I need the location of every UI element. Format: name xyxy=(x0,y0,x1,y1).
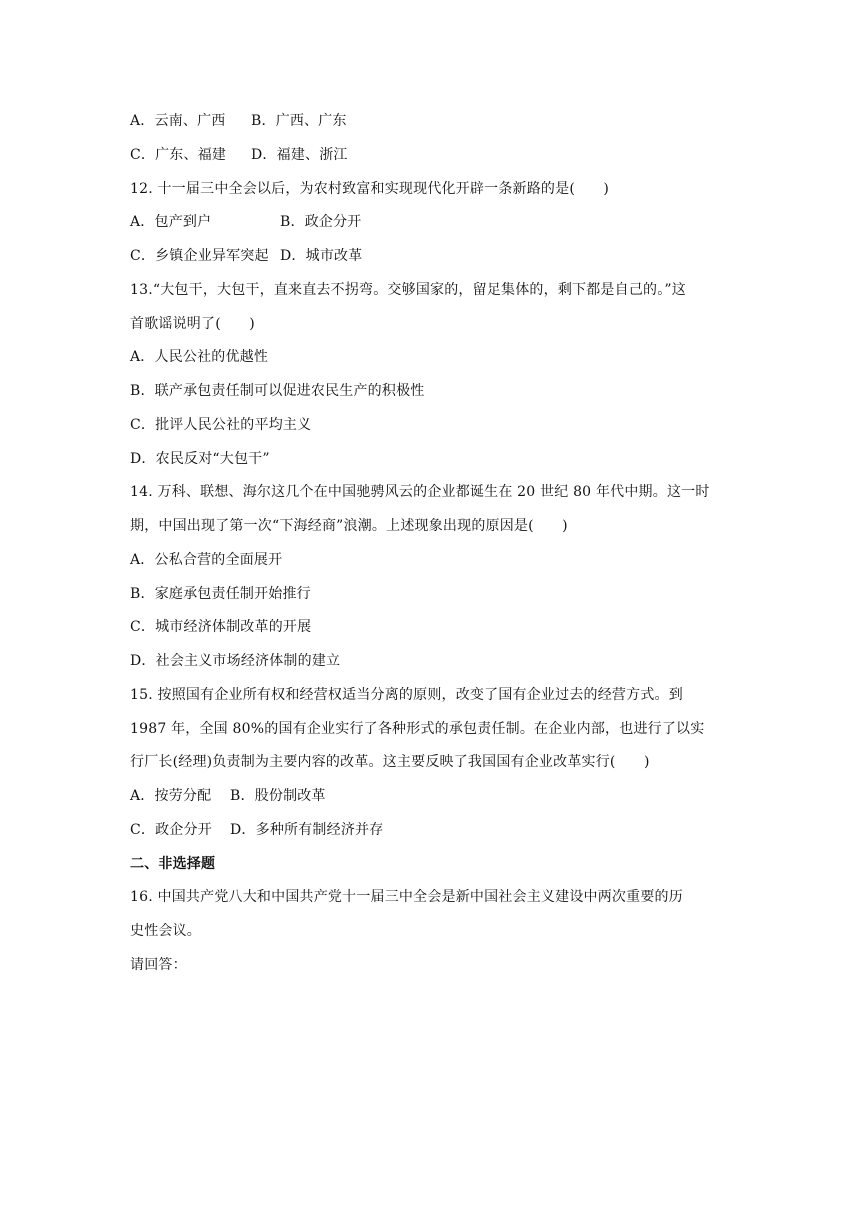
q12-option-a: A．包产到户 xyxy=(130,214,212,230)
q12-option-b: B．政企分开 xyxy=(280,214,362,230)
q16-stem-line-2: 史性会议。 xyxy=(130,923,201,939)
q14-option-d: D．社会主义市场经济体制的建立 xyxy=(130,653,341,669)
q14-stem-line-2: 期，中国出现了第一次“下海经商”浪潮。上述现象出现的原因是( ) xyxy=(130,518,568,534)
q13-stem-line-2: 首歌谣说明了( ) xyxy=(130,316,255,332)
q11-option-a: A．云南、广西 xyxy=(130,113,226,129)
q11-options-row-2 xyxy=(130,145,740,165)
q15-stem-line-3: 行厂长(经理)负责制为主要内容的改革。这主要反映了我国国有企业改革实行( ) xyxy=(130,754,650,770)
q11-option-b: B．广西、广东 xyxy=(251,113,347,129)
q12-options-row-1 xyxy=(130,212,740,232)
q13-option-c: C．批评人民公社的平均主义 xyxy=(130,417,312,433)
section-heading: 二、非选择题 xyxy=(130,856,216,872)
q15-option-a: A．按劳分配 xyxy=(130,788,212,804)
q15-options-row-2 xyxy=(130,820,740,840)
q15-stem-line-1: 15. 按照国有企业所有权和经营权适当分离的原则，改变了国有企业过去的经营方式。到 xyxy=(130,687,683,703)
q13-stem-line-1: 13.“大包干，大包干，直来直去不拐弯。交够国家的，留足集体的，剩下都是自己的。”这 xyxy=(130,282,686,298)
q12-option-d: D．城市改革 xyxy=(280,248,363,264)
q12-stem: 12. 十一届三中全会以后，为农村致富和实现现代化开辟一条新路的是( ) xyxy=(130,181,610,197)
q16-prompt: 请回答： xyxy=(130,957,187,973)
q15-options-row-1 xyxy=(130,786,740,806)
q14-option-b: B．家庭承包责任制开始推行 xyxy=(130,586,311,602)
q14-option-c: C．城市经济体制改革的开展 xyxy=(130,619,312,635)
q11-option-c: C．广东、福建 xyxy=(130,147,227,163)
q12-option-c: C．乡镇企业异军突起 xyxy=(130,248,269,264)
q13-option-d: D．农民反对“大包干” xyxy=(130,451,270,467)
q14-option-a: A．公私合营的全面展开 xyxy=(130,552,283,568)
q12-options-row-2 xyxy=(130,246,740,266)
q14-stem-line-1: 14. 万科、联想、海尔这几个在中国驰骋风云的企业都诞生在 20 世纪 80 年代中期。这一时 xyxy=(130,484,710,500)
q16-stem-line-1: 16. 中国共产党八大和中国共产党十一届三中全会是新中国社会主义建设中两次重要的历 xyxy=(130,889,683,905)
q15-option-d: D．多种所有制经济并存 xyxy=(230,822,384,838)
q11-option-d: D．福建、浙江 xyxy=(251,147,348,163)
q15-option-c: C．政企分开 xyxy=(130,822,212,838)
q15-option-b: B．股份制改革 xyxy=(230,788,326,804)
q13-option-a: A．人民公社的优越性 xyxy=(130,349,269,365)
q15-stem-line-2: 1987 年，全国 80%的国有企业实行了各种形式的承包责任制。在企业内部，也进行了以实 xyxy=(130,721,705,737)
q13-option-b: B．联产承包责任制可以促进农民生产的积极性 xyxy=(130,383,425,399)
q11-options-row-1 xyxy=(130,111,740,131)
